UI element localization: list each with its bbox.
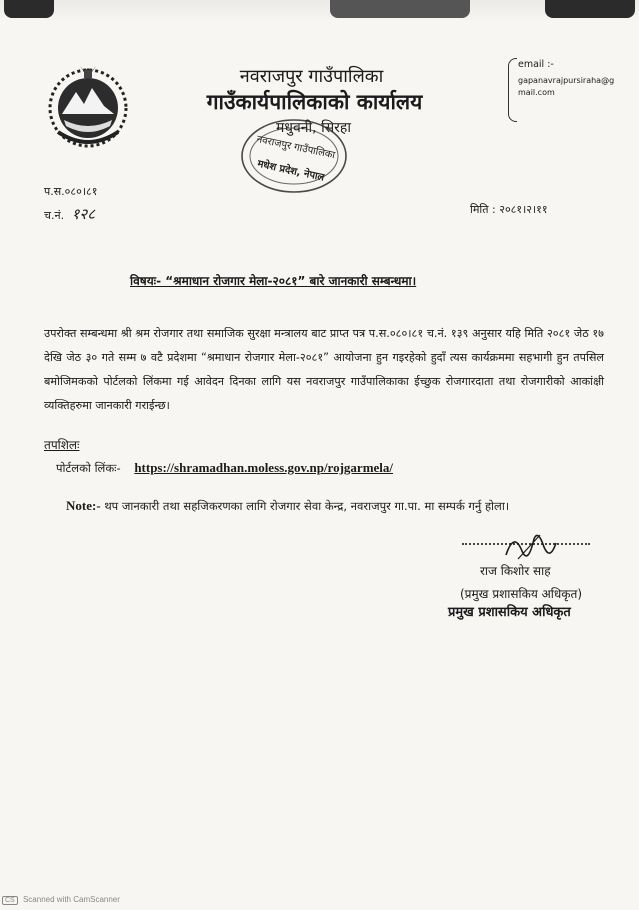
- body-paragraph: उपरोक्त सम्बन्धमा श्री श्रम रोजगार तथा समाजिक सुरक्षा मन्त्रालय बाट प्राप्त पत्र प.स.०८०।८१ च.नं. १३९ अनुसार यहि मिति २०८१ जेठ १७ देखि जेठ ३० गते सम्म ७ वटै प्रदेशमा “श्रमाधान रोजगार मेला-२०८१” आयोजना हुन गइरहेको हुदाँ त्यस कार्यक्रममा सहभागी हुन तपसिल बमोजिमकको पोर्टलको लिंकमा गई आवेदन दिनका लागि यस नवराजपुर गाउँपालिकाका ईच्छुक रोजगारदाता तथा रोजगारीको आकांक्षी व्यक्तिहरुमा जानकारी गराईन्छ।: [44, 327, 604, 412]
- scanner-text: Scanned with CamScanner: [22, 895, 120, 904]
- office-location: मधुवनी, सिरहा: [276, 120, 351, 136]
- office-stamp: [238, 114, 350, 198]
- signatory-stamp: प्रमुख प्रशासकिय अधिकृत: [448, 605, 571, 620]
- org-name: नवराजपुर गाउँपालिका: [239, 66, 384, 87]
- scan-artifact: [330, 0, 470, 18]
- scanner-watermark: [2, 895, 120, 905]
- letter-date: मिति : २०८१।२।११: [470, 203, 548, 216]
- signatory-title: (प्रमुख प्रशासकिय अधिकृत): [460, 587, 583, 601]
- tapasil-heading: तपशिलः: [44, 438, 80, 452]
- subject-line: विषयः- “श्रमाधान रोजगार मेला-२०८१” बारे जानकारी सम्बन्धमा।: [130, 274, 417, 288]
- camscanner-icon: CS: [2, 896, 18, 905]
- chalani-number: १२८: [71, 205, 95, 223]
- chalani-row: [44, 204, 95, 224]
- patra-sankhya: प.स.०८०।८१: [44, 185, 98, 198]
- brace-icon: [508, 58, 517, 122]
- note-row: [66, 498, 509, 514]
- scan-artifact: [4, 0, 54, 18]
- stamp-line-2: मधेश प्रदेश, नेपाल: [256, 158, 326, 184]
- email-block: [508, 58, 618, 124]
- email-address[interactable]: gapanavrajpursiraha@gmail.com: [518, 76, 615, 97]
- email-label: email :-: [518, 59, 554, 70]
- scan-top-edge: [0, 0, 639, 22]
- stamp-line-1: नवराजपुर गाउँपालिका: [255, 134, 336, 162]
- chalani-label: च.नं.: [44, 209, 65, 222]
- signatory-name: राज किशोर साह: [480, 564, 551, 578]
- portal-row: [56, 460, 393, 476]
- office-name: गाउँकार्यपालिकाको कार्यालय: [206, 90, 423, 114]
- portal-link[interactable]: https://shramadhan.moless.gov.np/rojgarmela/: [134, 460, 394, 475]
- scan-artifact: [545, 0, 635, 18]
- portal-label: पोर्टलको लिंकः-: [56, 461, 121, 475]
- note-text: थप जानकारी तथा सहजिकरणका लागि रोजगार सेवा केन्द्र, नवराजपुर गा.पा. मा सम्पर्क गर्नु होला।: [104, 499, 510, 513]
- note-label: Note:-: [66, 498, 101, 513]
